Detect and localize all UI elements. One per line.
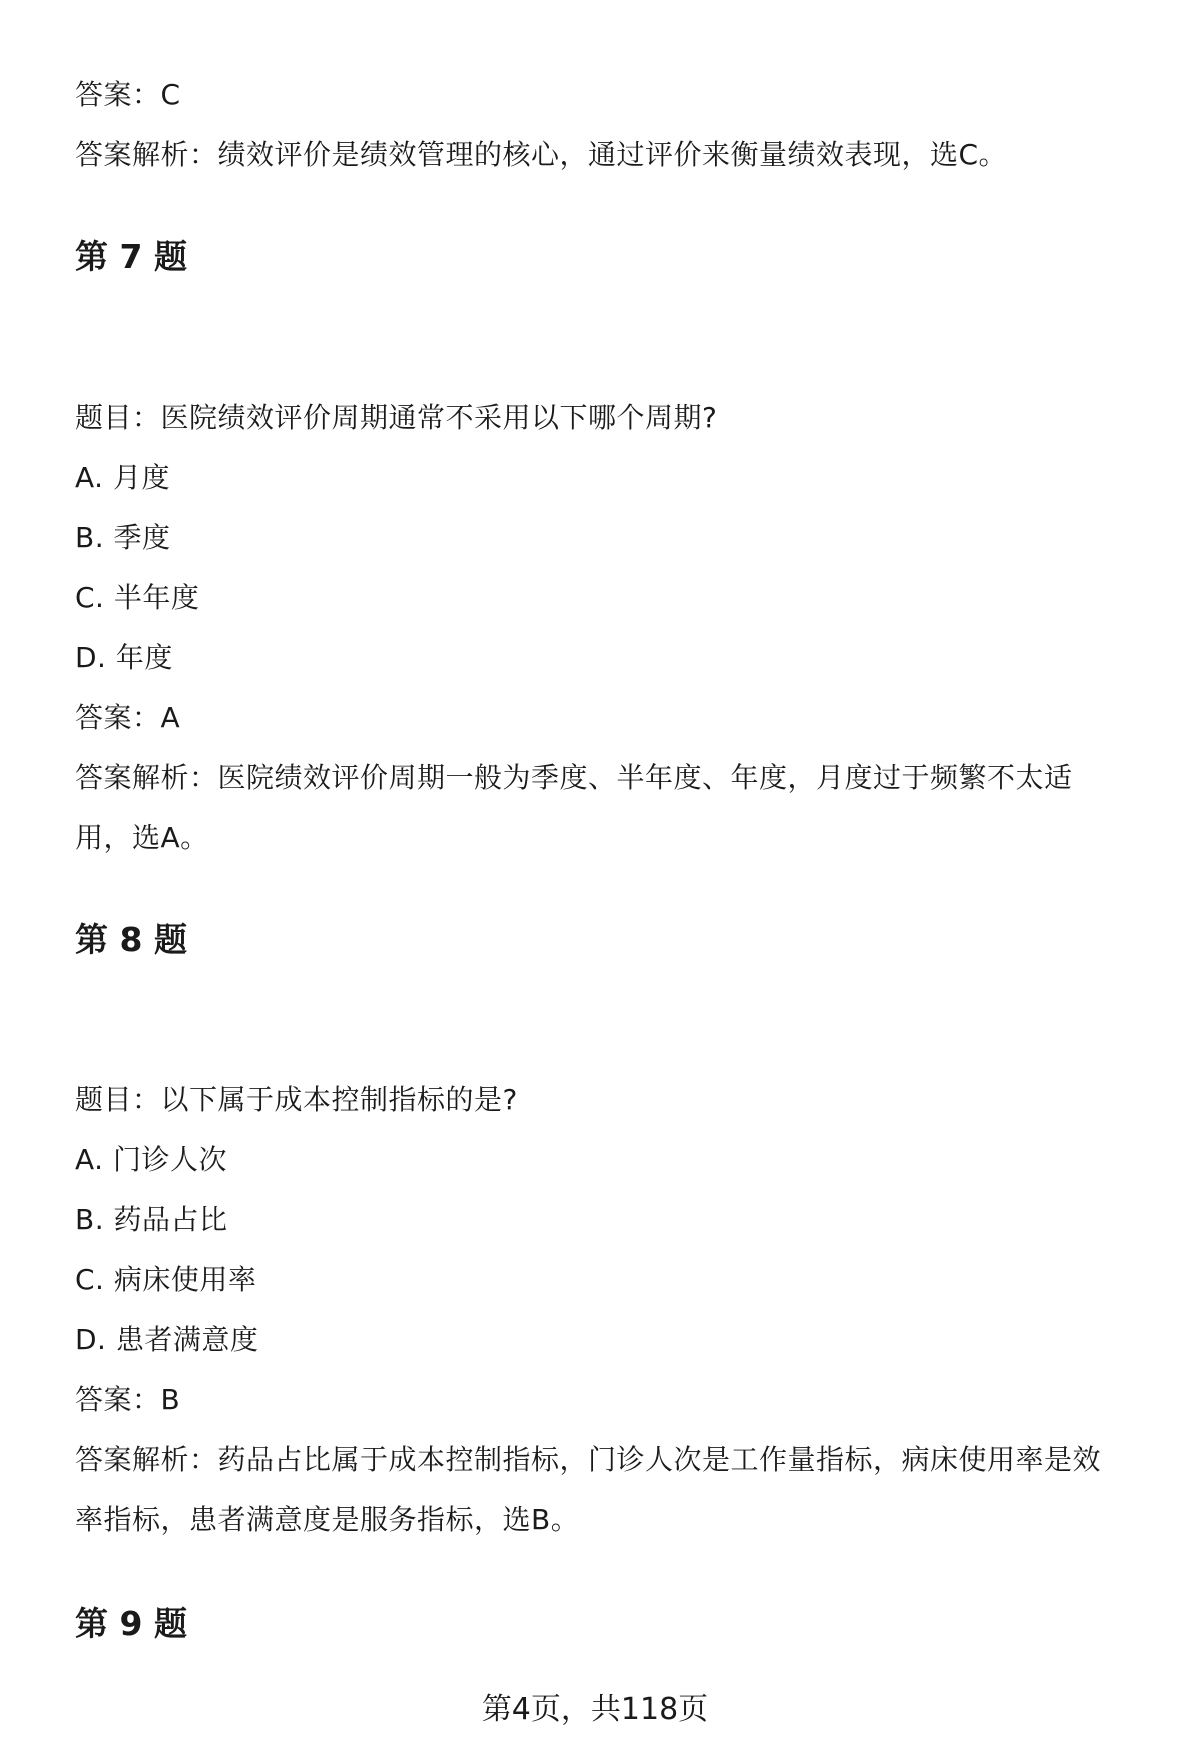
q7-option-c: C. 半年度 xyxy=(75,581,200,614)
q8-option-d: D. 患者满意度 xyxy=(75,1323,259,1356)
page-number-footer: 第4页，共118页 xyxy=(481,1692,709,1727)
q6-answer: 答案：C xyxy=(75,78,181,111)
q8-analysis-line2: 率指标，患者满意度是服务指标，选B。 xyxy=(75,1503,580,1536)
q7-question: 题目：医院绩效评价周期通常不采用以下哪个周期? xyxy=(75,401,718,434)
q7-analysis-line2: 用，选A。 xyxy=(75,821,209,854)
q8-option-a: A. 门诊人次 xyxy=(75,1143,227,1176)
q7-heading: 第 7 题 xyxy=(75,237,187,276)
q7-option-d: D. 年度 xyxy=(75,641,173,674)
q8-question: 题目：以下属于成本控制指标的是? xyxy=(75,1083,518,1116)
q6-analysis: 答案解析：绩效评价是绩效管理的核心，通过评价来衡量绩效表现，选C。 xyxy=(75,138,1008,171)
q8-option-c: C. 病床使用率 xyxy=(75,1263,257,1296)
q7-option-a: A. 月度 xyxy=(75,461,170,494)
q8-answer: 答案：B xyxy=(75,1383,181,1416)
q7-analysis-line1: 答案解析：医院绩效评价周期一般为季度、半年度、年度，月度过于频繁不太适 xyxy=(75,761,1073,794)
q8-option-b: B. 药品占比 xyxy=(75,1203,228,1236)
q8-analysis-line1: 答案解析：药品占比属于成本控制指标，门诊人次是工作量指标，病床使用率是效 xyxy=(75,1443,1102,1476)
q7-answer: 答案：A xyxy=(75,701,181,734)
q8-heading: 第 8 题 xyxy=(75,920,187,959)
q7-option-b: B. 季度 xyxy=(75,521,171,554)
q9-heading: 第 9 题 xyxy=(75,1604,187,1643)
